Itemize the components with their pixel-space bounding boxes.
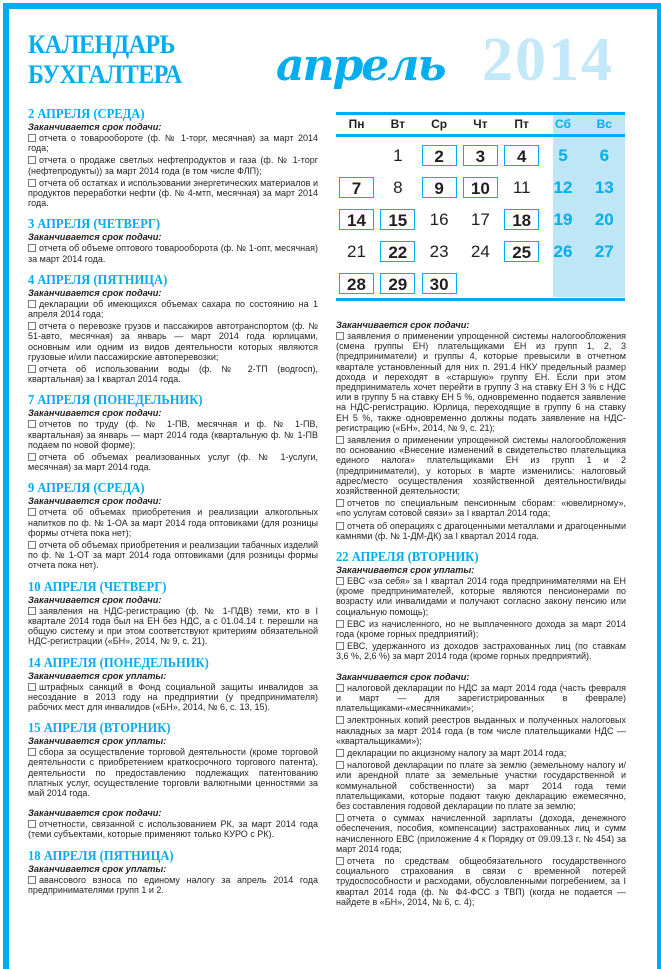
list-item — [28, 747, 318, 798]
weekday-header: Сб — [555, 117, 571, 131]
group-label: Заканчивается срок подачи: — [336, 671, 470, 682]
date-heading: 3 АПРЕЛЯ (ЧЕТВЕРГ) — [28, 216, 161, 232]
list-item — [28, 606, 318, 647]
page-title — [28, 30, 182, 90]
item-text: отчета по средствам общеобязательного государственного социального страхования в связи с временной потерей трудоспособности и расходами, обусловленными погребением, за I квартал 2014 года (ф. № Ф4-ФСС з ТВП) (когда не подается — найдете в «БН», 2014, № 6, с. 4); — [336, 855, 626, 907]
item-text: заявления о применении упрощенной системы налогообложения (смена группы ЕН) плательщиками ЕН из групп 1, 2, 3 (предприниматели) и группы 4, которые превысили в отчетном квартале установленный для них п. 291.4 НКУ предельный размер дохода и переходят в «старшую» группу ЕН. Если при этом предприниматель хочет перейти в группу 3 на ставку ЕН 3 % с НДС или в группу 5 на ставку ЕН 5 %, одновременно подается заявление на НДС-регистрацию. Юрлица, переходящие в группу 6 на ставку ЕН 5 %, также одновременно должны подать заявление на НДС-регистрацию («БН», 2014, № 9, с. 21); — [336, 331, 626, 433]
deadline-section — [28, 480, 318, 570]
calendar-day: 17 — [470, 210, 490, 229]
calendar-day: 3 — [463, 145, 498, 166]
calendar-day: 18 — [504, 209, 539, 230]
list-item — [28, 364, 318, 384]
list-item — [336, 683, 626, 714]
date-heading: 15 АПРЕЛЯ (ВТОРНИК) — [28, 720, 171, 736]
calendar-day: 20 — [594, 210, 614, 229]
item-text: отчета об операциях с драгоценными металлами и драгоценными камнями (ф. № 1-ДМ-ДК) за I квартал 2014 года. — [336, 520, 626, 541]
calendar-day: 21 — [347, 242, 366, 261]
deadline-group — [28, 232, 318, 263]
date-heading: 9 АПРЕЛЯ (СРЕДА) — [28, 480, 145, 496]
calendar-day: 9 — [422, 177, 457, 198]
deadline-group — [28, 808, 318, 839]
item-text: отчета об объемах приобретения и реализации алкогольных напитков по ф. № 1-ОА за март 2014 года оптовиками (для розницы формы отчета пока нет); — [28, 507, 318, 538]
item-text: отчета об объеме оптового товарооборота (ф. № 1-опт, месячная) за март 2014 года. — [28, 243, 318, 264]
checkbox-icon[interactable] — [336, 761, 344, 769]
item-text: отчетов по труду (ф. № 1-ПВ, месячная и ф. № 1-ПВ, квартальная) за январь — март 2014 года (квартальную ф. № 1-ПВ подаем по новой форме); — [28, 419, 318, 450]
calendar-bottom-rule — [336, 298, 625, 301]
deadline-group — [28, 671, 318, 713]
checkbox-icon[interactable] — [336, 436, 344, 444]
item-text: отчетности, связанной с использованием РК, за март 2014 года (теми субъектами, которые применяют только КУРО с РК). — [28, 819, 318, 840]
checkbox-icon[interactable] — [336, 522, 344, 530]
list-item — [28, 540, 318, 571]
item-text: заявления на НДС-регистрацию (ф. № 1-ПДВ) теми, кто в I квартале 2014 года был на ЕН без НДС, а с 01.04.14 г. перешли на общую систему и при этом соответствуют критериям обязательной НДС-регистрации («БН», 2014, № 9, с. 21). — [28, 605, 318, 647]
calendar-day: 5 — [558, 146, 568, 165]
checkbox-icon[interactable] — [28, 365, 36, 373]
calendar-day: 29 — [380, 273, 415, 294]
list-item — [28, 178, 318, 209]
item-text: отчета об остатках и использовании энергетических материалов и продуктов переработки нефти (ф. № 4-мтп, месячная) за март 2014 года. — [28, 177, 318, 209]
list-item — [336, 435, 626, 496]
calendar-day: 26 — [553, 242, 573, 261]
deadline-group — [28, 288, 318, 385]
calendar-day: 23 — [429, 242, 449, 261]
left-column — [28, 106, 318, 903]
item-text: налоговой декларации по НДС за март 2014 года (часть февраля и март — для зарегистрированных в феврале) плательщиками-«месячниками»; — [336, 682, 626, 714]
list-item — [336, 760, 626, 811]
item-text: заявления о применении упрощенной системы налогообложения по основанию «Внесение изменений в свидетельство плательщика единого налога» плательщиками ЕН из групп 1 и 2 (предприниматели), у которых в марте изменились: налоговый адрес/место осуществления хозяйственной деятельности/виды хозяйственной деятельности; — [336, 435, 626, 497]
group-label: Заканчивается срок подачи: — [28, 408, 162, 419]
list-item — [28, 133, 318, 153]
group-label: Заканчивается срок подачи: — [28, 594, 162, 605]
deadline-group — [28, 864, 318, 895]
calendar-day: 2 — [422, 145, 457, 166]
date-heading: 14 АПРЕЛЯ (ПОНЕДЕЛЬНИК) — [28, 654, 209, 670]
list-item — [28, 299, 318, 319]
item-text: отчета о суммах начисленной зарплаты (дохода, денежного обеспечения, пособия, компенсации) застрахованных лиц и сумм начисленного ЕВС (приложение 4 к Порядку от 09.09.13 г. № 454) за март 2014 года; — [336, 813, 626, 854]
list-item — [28, 682, 318, 713]
list-item — [336, 498, 626, 518]
deadline-group — [28, 122, 318, 208]
calendar-day: 25 — [504, 241, 539, 262]
title-line-2: БУХГАЛТЕРА — [28, 60, 182, 89]
list-item — [336, 619, 626, 639]
deadline-section — [28, 579, 318, 647]
item-text: налоговой декларации по плате за землю (земельному налогу и/или арендной плате за земельные участки государственной и коммунальной собственности) за март 2014 года теми плательщиками, которые подают такую декларацию ежемесячно, без составления годовой декларации по плате за землю; — [336, 760, 626, 811]
item-text: авансового взноса по единому налогу за апрель 2014 года предпринимателями групп 1 и 2. — [28, 874, 318, 895]
item-text: электронных копий реестров выданных и полученных налоговых накладных за март 2014 года (в том числе плательщиками НДС — «квартальщиками»); — [336, 715, 626, 746]
calendar-day: 10 — [463, 177, 498, 198]
calendar-day: 8 — [393, 178, 403, 197]
calendar-day: 16 — [429, 210, 449, 229]
calendar-day: 22 — [380, 241, 415, 262]
list-item — [336, 856, 626, 907]
group-label: Заканчивается срок уплаты: — [28, 863, 167, 874]
list-item — [336, 331, 626, 433]
checkbox-icon[interactable] — [28, 420, 36, 428]
month-calendar — [336, 112, 625, 302]
calendar-day: 27 — [594, 242, 614, 261]
checkbox-icon[interactable] — [336, 716, 344, 724]
calendar-day: 30 — [422, 273, 457, 294]
year: 2014 — [482, 26, 614, 94]
item-text: отчета о товарообороте (ф. № 1-торг, месячная) за март 2014 года; — [28, 133, 318, 154]
date-heading: 18 АПРЕЛЯ (ПЯТНИЦА) — [28, 847, 174, 863]
list-item — [28, 819, 318, 839]
checkbox-icon[interactable] — [336, 642, 344, 650]
item-text: ЕВС из начисленного, но не выплаченного дохода за март 2014 года (кроме горных предприятий); — [336, 618, 626, 640]
deadline-section — [28, 106, 318, 208]
group-label: Заканчивается срок подачи: — [28, 232, 162, 243]
list-item — [28, 419, 318, 450]
checkbox-icon[interactable] — [28, 748, 36, 756]
checkbox-icon[interactable] — [336, 749, 344, 757]
item-text: штрафных санкций в Фонд социальной защиты инвалидов за несоздание в 2013 году на предприятии (у предпринимателя) рабочих мест для инвалидов («БН», 2014, № 6, с. 13, 15). — [28, 681, 318, 712]
calendar-day: 1 — [393, 146, 403, 165]
group-label: Заканчивается срок уплаты: — [28, 736, 167, 747]
calendar-day: 28 — [339, 273, 374, 294]
deadline-section — [28, 272, 318, 385]
deadline-group — [28, 736, 318, 798]
date-heading: 4 АПРЕЛЯ (ПЯТНИЦА) — [28, 271, 168, 287]
deadline-section — [28, 392, 318, 472]
checkbox-icon[interactable] — [28, 134, 36, 142]
list-item — [28, 507, 318, 538]
checkbox-icon[interactable] — [28, 508, 36, 516]
weekday-header: Вс — [596, 117, 612, 131]
calendar-day: 14 — [339, 209, 374, 230]
checkbox-icon[interactable] — [28, 300, 36, 308]
checkbox-icon[interactable] — [336, 499, 344, 507]
weekday-header: Вт — [390, 117, 405, 131]
deadline-section — [28, 655, 318, 713]
calendar-day: 15 — [380, 209, 415, 230]
calendar-header-rule — [336, 134, 625, 137]
item-text: отчета об использовании воды (ф. № 2-ТП (водгосп), квартальная) за I квартал 2014 года. — [28, 364, 318, 385]
calendar-day: 24 — [470, 242, 490, 261]
checkbox-icon[interactable] — [28, 820, 36, 828]
checkbox-icon[interactable] — [28, 541, 36, 549]
list-item — [336, 576, 626, 617]
checkbox-icon[interactable] — [28, 876, 36, 884]
calendar-day: 4 — [504, 145, 539, 166]
deadline-section — [28, 720, 318, 839]
item-text: декларации об имеющихся объемах сахара по состоянию на 1 апреля 2014 года; — [28, 298, 318, 320]
item-text: отчета об объемах приобретения и реализации табачных изделий по ф. № 1-ОТ за март 2014 года оптовиками (для розницы формы отчета пока нет). — [28, 540, 318, 571]
item-text: сбора за осуществление торговой деятельности (кроме торговой деятельности с приобретением краткосрочного торгового патента), деятельности по предоставлению подлежащих патентованию платных услуг, осуществление торговли валютными ценностями за май 2014 года. — [28, 747, 318, 798]
date-heading: 7 АПРЕЛЯ (ПОНЕДЕЛЬНИК) — [28, 392, 203, 408]
group-label: Заканчивается срок подачи: — [336, 320, 470, 330]
group-label: Заканчивается срок подачи: — [28, 496, 162, 507]
calendar-day: 13 — [594, 178, 614, 197]
item-text: отчета о перевозке грузов и пассажиров автотранспортом (ф. № 51-авто, месячная) за январь — март 2014 года юрлицами, основным или одним из видов деятельности которых являются грузовые и/или пассажирские автоперевозки; — [28, 321, 318, 362]
checkbox-icon[interactable] — [336, 620, 344, 628]
deadline-section — [336, 549, 626, 907]
deadline-group — [336, 672, 626, 907]
checkbox-icon[interactable] — [28, 683, 36, 691]
list-item — [28, 321, 318, 362]
group-label: Заканчивается срок подачи: — [28, 122, 162, 132]
checkbox-icon[interactable] — [28, 607, 36, 615]
deadline-group — [28, 496, 318, 570]
group-label: Заканчивается срок подачи: — [28, 287, 162, 298]
list-item — [28, 243, 318, 263]
weekend-shade — [553, 115, 625, 297]
calendar-day: 6 — [599, 146, 610, 165]
title-line-1: КАЛЕНДАРЬ — [28, 30, 176, 59]
deadline-group — [28, 408, 318, 472]
list-item — [28, 155, 318, 175]
weekday-header: Ср — [431, 117, 448, 131]
weekday-header: Чт — [473, 117, 488, 131]
item-text: ЕВС «за себя» за I квартал 2014 года предпринимателями на ЕН (кроме предпринимателей, которые являются пенсионерами по возрасту или инвалидами и получают согласно закону пенсию или социальную помощь); — [336, 576, 626, 617]
checkbox-icon[interactable] — [28, 179, 36, 187]
list-item — [336, 813, 626, 854]
checkbox-icon[interactable] — [336, 332, 344, 340]
date-heading: 22 АПРЕЛЯ (ВТОРНИК) — [336, 549, 479, 565]
checkbox-icon[interactable] — [336, 577, 344, 585]
list-item — [28, 452, 318, 472]
checkbox-icon[interactable] — [28, 244, 36, 252]
group-label: Заканчивается срок уплаты: — [336, 565, 475, 576]
date-heading: 10 АПРЕЛЯ (ЧЕТВЕРГ) — [28, 578, 167, 594]
deadline-group — [336, 565, 626, 662]
list-item — [336, 521, 626, 541]
right-column — [336, 320, 626, 915]
checkbox-icon[interactable] — [28, 322, 36, 330]
item-text: отчета об объемах реализованных услуг (ф. № 1-услуги, месячная) за март 2014 года. — [28, 452, 318, 473]
date-heading: 2 АПРЕЛЯ (СРЕДА) — [28, 106, 145, 121]
list-item — [336, 641, 626, 661]
list-item — [336, 748, 626, 758]
calendar-top-rule — [336, 112, 625, 115]
group-label: Заканчивается срок уплаты: — [28, 670, 167, 681]
checkbox-icon[interactable] — [28, 156, 36, 164]
item-text: декларации по акцизному налогу за март 2014 года; — [347, 747, 567, 758]
item-text: отчета о продаже светлых нефтепродуктов и газа (ф. № 1-торг (нефтепродукты)) за март 2014 года (в том числе ФЛП); — [28, 155, 318, 176]
deadline-group — [28, 595, 318, 647]
checkbox-icon[interactable] — [336, 684, 344, 692]
item-text: отчетов по специальным пенсионным сборам: «ювелирному», «по услугам сотовой связи» за I квартал 2014 года; — [336, 498, 626, 519]
weekday-header: Пн — [348, 117, 365, 131]
item-text: ЕВС, удержанного из доходов застрахованных лиц (по ставкам 3,6 %, 2,6 %) за март 2014 года (кроме горных предприятий). — [336, 641, 626, 662]
deadline-section — [28, 848, 318, 895]
list-item — [336, 715, 626, 746]
checkbox-icon[interactable] — [336, 857, 344, 865]
calendar-day: 19 — [553, 210, 573, 229]
deadline-group — [336, 320, 626, 541]
checkbox-icon[interactable] — [336, 814, 344, 822]
list-item — [28, 875, 318, 895]
month-name: апрель — [276, 40, 445, 91]
calendar-day: 11 — [512, 178, 531, 197]
group-label: Заканчивается срок подачи: — [28, 808, 162, 819]
weekday-header: Пт — [514, 117, 529, 131]
deadline-section — [336, 320, 626, 541]
calendar-day: 12 — [553, 178, 573, 197]
calendar-day: 7 — [339, 177, 374, 198]
deadline-section — [28, 216, 318, 263]
checkbox-icon[interactable] — [28, 453, 36, 461]
